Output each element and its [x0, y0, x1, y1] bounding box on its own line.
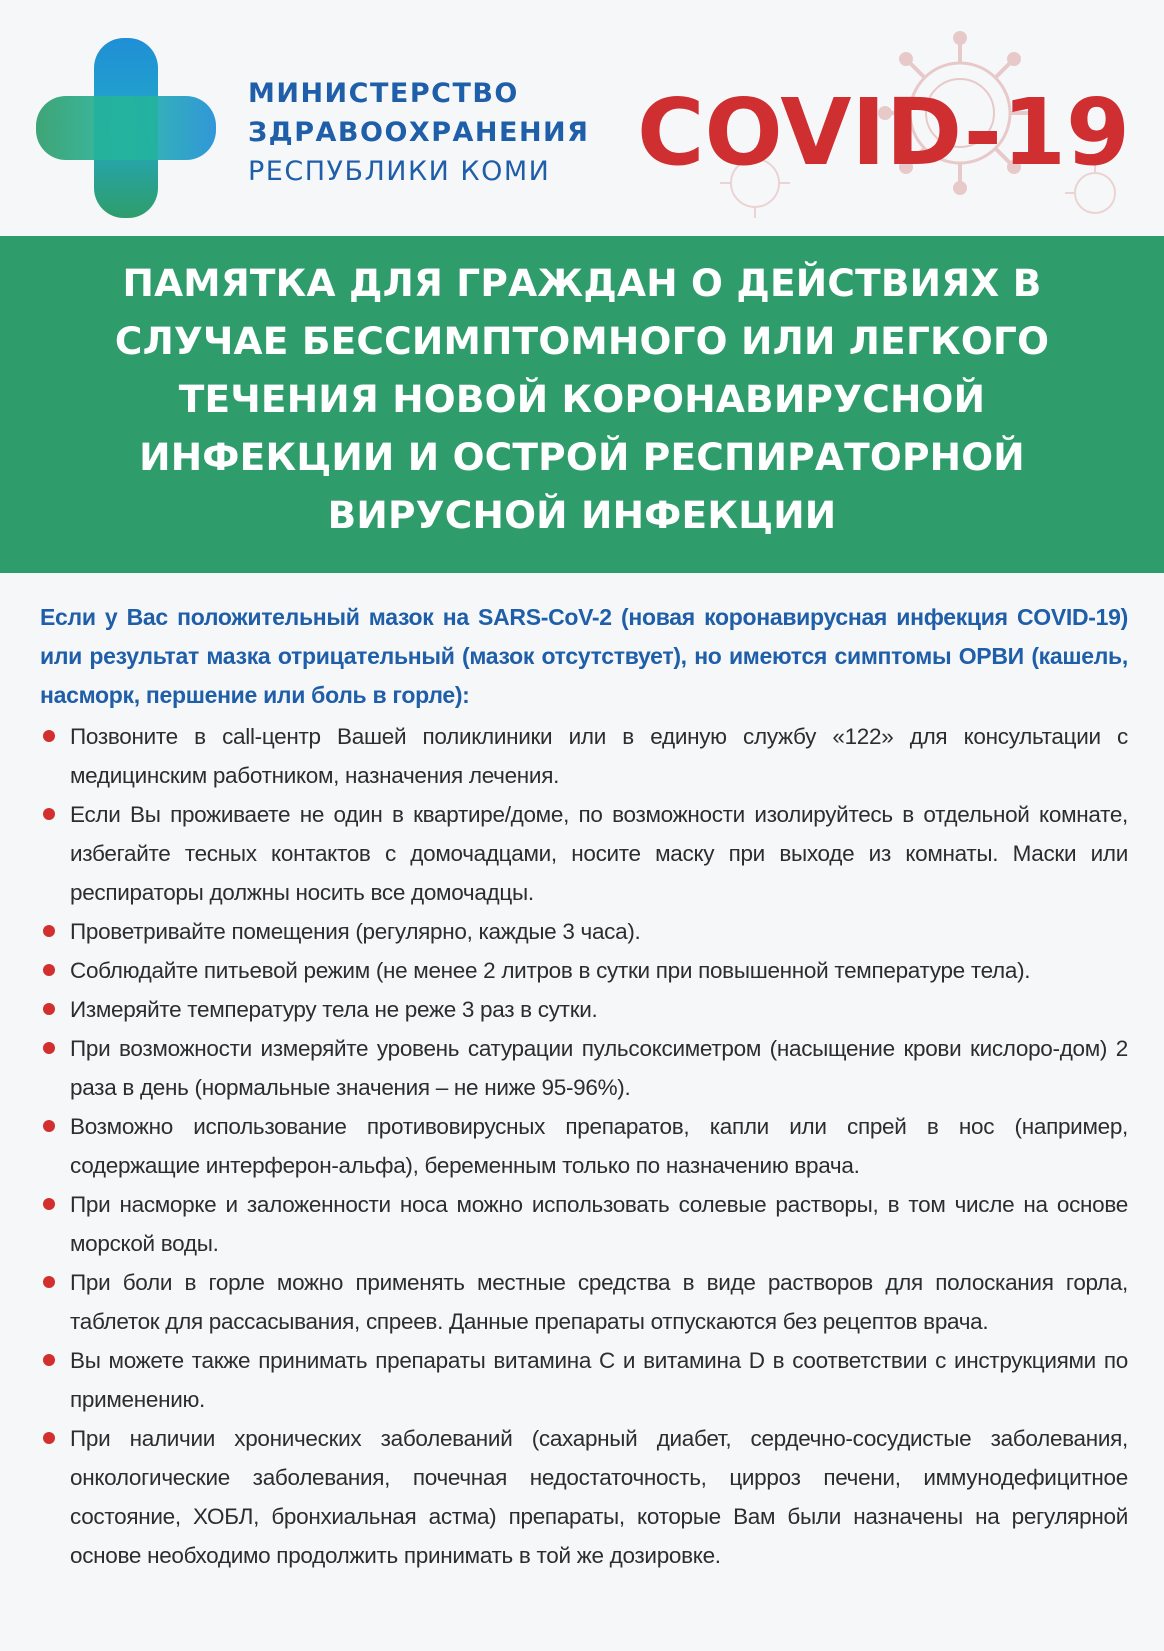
intro-text: Если у Вас положительный мазок на SARS-CoV-2 (новая коронавирусная инфекция COVID-19) или результат мазка отрицательный (мазок отсутствует), но имеются симптомы ОРВИ (кашель, насморк, першение или боль в горле):: [40, 604, 1128, 708]
list-item: [40, 795, 1128, 912]
list-item: [40, 1341, 1128, 1419]
bullet-icon: [43, 1432, 55, 1444]
list-item-text: При возможности измеряйте уровень сатурации пульсоксиметром (насыщение крови кислоро-дом) 2 раза в день (нормальные значения – не ниже 95-96%).: [70, 1036, 1128, 1100]
list-item: [40, 1029, 1128, 1107]
list-item: [40, 990, 1128, 1029]
list-item: [40, 717, 1128, 795]
list-item: [40, 1419, 1128, 1575]
bullet-icon: [43, 1003, 55, 1015]
medical-cross-logo-icon: [36, 38, 216, 218]
list-item-text: Проветривайте помещения (регулярно, каждые 3 часа).: [70, 919, 641, 944]
bullet-icon: [43, 730, 55, 742]
list-item-text: При насморке и заложенности носа можно использовать солевые растворы, в том числе на основе морской воды.: [70, 1192, 1128, 1256]
bullet-icon: [43, 925, 55, 937]
list-item-text: Измеряйте температуру тела не реже 3 раз в сутки.: [70, 997, 598, 1022]
list-item-text: Возможно использование противовирусных препаратов, капли или спрей в нос (например, содержащие интерферон-альфа), беременным только по назначению врача.: [70, 1114, 1128, 1178]
bullet-icon: [43, 1354, 55, 1366]
bullet-icon: [43, 1198, 55, 1210]
main-content: [40, 598, 1128, 1575]
bullet-icon: [43, 1276, 55, 1288]
banner-title: ПАМЯТКА ДЛЯ ГРАЖДАН О ДЕЙСТВИЯХ В СЛУЧАЕ БЕССИМПТОМНОГО ИЛИ ЛЕГКОГО ТЕЧЕНИЯ НОВОЙ КОРОНАВИРУСНОЙ ИНФЕКЦИИ И ОСТРОЙ РЕСПИРАТОРНОЙ ВИРУСНОЙ ИНФЕКЦИИ: [114, 261, 1050, 537]
list-item: [40, 1107, 1128, 1185]
covid-title: COVID-19: [637, 79, 1130, 186]
bullet-icon: [43, 1120, 55, 1132]
list-item: [40, 951, 1128, 990]
title-banner: [0, 236, 1164, 573]
bullet-icon: [43, 808, 55, 820]
list-item-text: При боли в горле можно применять местные средства в виде растворов для полоскания горла, таблеток для рассасывания, спреев. Данные препараты отпускаются без рецептов врача.: [70, 1270, 1128, 1334]
bullet-icon: [43, 964, 55, 976]
ministry-name-line2: ЗДРАВООХРАНЕНИЯ: [248, 117, 590, 148]
list-item: [40, 1263, 1128, 1341]
page-header: [0, 0, 1164, 235]
advice-list: [40, 717, 1128, 1575]
list-item-text: Соблюдайте питьевой режим (не менее 2 литров в сутки при повышенной температуре тела).: [70, 958, 1031, 983]
list-item-text: Позвоните в call-центр Вашей поликлиники или в единую службу «122» для консультации с медицинским работником, назначения лечения.: [70, 724, 1128, 788]
bullet-icon: [43, 1042, 55, 1054]
ministry-name-line3: РЕСПУБЛИКИ КОМИ: [248, 156, 551, 187]
ministry-name: [248, 74, 589, 191]
list-item: [40, 912, 1128, 951]
list-item-text: Вы можете также принимать препараты витамина C и витамина D в соответствии с инструкциями по применению.: [70, 1348, 1128, 1412]
list-item-text: Если Вы проживаете не один в квартире/доме, по возможности изолируйтесь в отдельной комнате, избегайте тесных контактов с домочадцами, носите маску при выходе из комнаты. Маски или респираторы должны носить все домочадцы.: [70, 802, 1128, 905]
list-item: [40, 1185, 1128, 1263]
list-item-text: При наличии хронических заболеваний (сахарный диабет, сердечно-сосудистые заболевания, онкологические заболевания, почечная недостаточность, цирроз печени, иммунодефицитное состояние, ХОБЛ, бронхиальная астма) препараты, которые Вам были назначены на регулярной основе необходимо продолжить принимать в той же дозировке.: [70, 1426, 1128, 1568]
ministry-name-line1: МИНИСТЕРСТВО: [248, 78, 519, 109]
